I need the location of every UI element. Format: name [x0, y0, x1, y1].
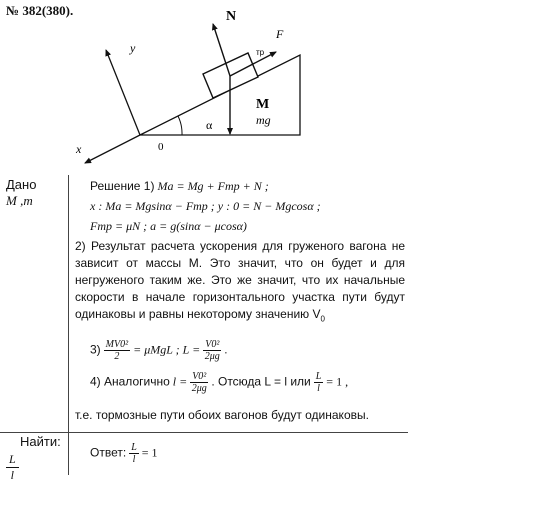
step4 — [90, 371, 348, 394]
given-values: M ,m — [6, 193, 33, 208]
step4-l: l = — [172, 374, 188, 389]
step1-label: Решение 1) — [90, 179, 155, 193]
step4-label: 4) Аналогично — [90, 374, 170, 389]
step4-frac-den: 2μg — [191, 383, 207, 394]
incline-diagram — [0, 0, 550, 175]
step4-frac2-num: L — [315, 371, 322, 382]
label-F: F — [276, 27, 284, 41]
label-mg: mg — [256, 113, 271, 127]
step3-end: . — [224, 342, 228, 357]
equation-projections: x : Ma = Mgsinα − Fтр ; y : 0 = N − Mgcosα ; — [90, 199, 321, 213]
find-heading: Найти: — [20, 434, 61, 449]
step3-mid: = μMgL ; L = — [133, 342, 201, 357]
answer — [90, 442, 158, 465]
step1-equation: Ma = Mg + Fтр + N ; — [157, 179, 269, 193]
conclusion-text: т.е. тормозные пути обоих вагонов будут одинаковы. — [75, 408, 369, 422]
y-axis — [106, 50, 140, 135]
step2-text: 2) Результат расчета ускорения для груженого вагона не зависит от массы M. Это значит, что он будет и для негруженого таким же. Это же значит, что их начальные скорости в начале горизонтального участка пути будут одинаковы и равны некоторому значению V — [75, 239, 405, 321]
label-y: y — [130, 41, 136, 55]
label-origin: 0 — [158, 141, 164, 153]
divider-vertical — [68, 175, 69, 475]
step4-mid: . Отсюда L = l или — [211, 374, 311, 389]
equation-friction: Fтр = μN ; a = g(sinα − μcosα) — [90, 219, 247, 233]
label-tr: тр — [256, 48, 265, 57]
step1 — [90, 179, 269, 194]
step4-frac — [190, 371, 208, 394]
label-M: M — [256, 97, 270, 112]
given-heading: Дано — [6, 177, 37, 192]
conclusion — [75, 407, 405, 424]
divider-find-left — [0, 432, 68, 433]
step3-frac2-den: 2μg — [204, 351, 220, 362]
step4-frac2-den: l — [317, 383, 320, 394]
step4-frac2 — [314, 371, 324, 394]
answer-den: l — [132, 454, 136, 465]
label-alpha: α — [206, 118, 213, 132]
answer-frac — [129, 442, 139, 465]
step2-subscript: 0 — [320, 314, 325, 324]
answer-label: Ответ: — [90, 445, 127, 460]
find-denominator: l — [10, 468, 15, 482]
step3-frac1 — [104, 339, 130, 362]
divider-find-right — [68, 432, 408, 433]
step3-frac2 — [203, 339, 221, 362]
find-numerator: L — [6, 452, 19, 468]
problem-number: № 382(380). — [6, 3, 74, 18]
x-axis — [85, 135, 140, 163]
step3-frac2-num: V0² — [205, 339, 220, 350]
answer-end: = 1 — [141, 445, 158, 460]
step3 — [90, 339, 227, 362]
label-x: x — [76, 142, 82, 156]
step4-end: = 1 , — [326, 374, 349, 389]
paragraph-step2 — [75, 238, 405, 327]
step3-label: 3) — [90, 342, 101, 357]
answer-num: L — [131, 442, 137, 453]
step3-frac1-den: 2 — [114, 351, 120, 362]
step3-frac1-num: MV0² — [105, 339, 129, 350]
find-value — [6, 452, 19, 483]
step4-frac-num: V0² — [192, 371, 207, 382]
label-N: N — [226, 9, 237, 24]
